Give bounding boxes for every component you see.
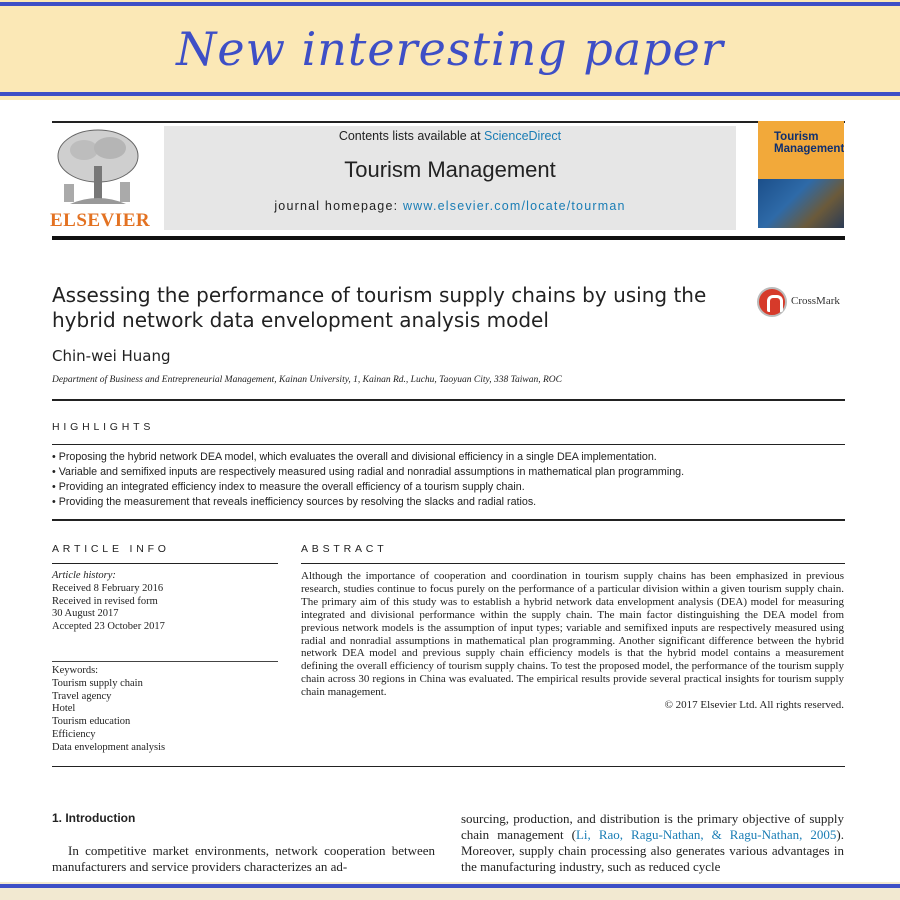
intro-left-text: In competitive market environments, network cooperation between manufacturers and service providers characterizes an ad- xyxy=(52,843,435,874)
author-affiliation: Department of Business and Entrepreneurial Management, Kainan University, 1, Kainan Rd., Luchu, Taoyuan City, 338 Taiwan, ROC xyxy=(52,375,562,385)
highlights-list xyxy=(52,450,845,510)
history-label: Article history: xyxy=(52,570,116,581)
banner-bottom-line xyxy=(0,92,900,96)
keyword-item: Hotel xyxy=(52,703,76,715)
history-item: Received 8 February 2016 xyxy=(52,582,164,594)
keywords-label: Keywords: xyxy=(52,665,99,676)
abstract-text: Although the importance of cooperation and coordination in tourism supply chains has been emphasized in previous research, studies continue to focus purely on the performance of a particular division within a given tourism supply chain. The primary aim of this study was to establish a hybrid network data envelopment analysis (DEA) model for measuring integrated and divisional performance within the supply chain. The main factor distinguishing the DEA model from previous network models is the assumption of input types; variable and semifixed inputs are respectively measured using radial and nonradial assumptions in mathematical plan programming. Another significant difference between the hybrid network DEA model and previous supply chain efficiency models is that the hybrid model contains a measurement defining the overall efficiency of tourism supply chains. To test the proposed model, the performance of the tourism supply chain across 30 regions in China was evaluated. The empirical results provide several practical insights for tourism supply chain management. xyxy=(301,570,844,699)
keywords-divider xyxy=(52,661,278,662)
cover-title-line1: Tourism xyxy=(774,131,819,143)
keyword-item: Tourism education xyxy=(52,716,131,728)
highlight-item: • Providing an integrated efficiency index to measure the overall efficiency of a tourism supply chain. xyxy=(52,481,525,493)
bottom-accent-line xyxy=(0,884,900,888)
keyword-item: Tourism supply chain xyxy=(52,677,143,689)
sciencedirect-link[interactable]: ScienceDirect xyxy=(484,129,562,143)
homepage-line xyxy=(164,199,736,213)
contents-prefix: Contents lists available at xyxy=(338,129,485,143)
abstract-heading: ABSTRACT xyxy=(301,543,388,555)
citation-link[interactable]: Li, Rao, Ragu-Nathan, & Ragu-Nathan, 2005 xyxy=(575,827,837,842)
paper-title: Assessing the performance of tourism supply chains by using the hybrid network data envelopment analysis model xyxy=(52,283,707,332)
history-item: 30 August 2017 xyxy=(52,608,119,620)
elsevier-tree-icon xyxy=(50,126,146,210)
highlights-heading: HIGHLIGHTS xyxy=(52,421,155,433)
cover-photo xyxy=(758,179,844,228)
keyword-item: Data envelopment analysis xyxy=(52,741,166,753)
highlights-divider xyxy=(52,444,845,445)
history-item: Accepted 23 October 2017 xyxy=(52,621,165,633)
article-history xyxy=(52,570,277,634)
journal-name: Tourism Management xyxy=(344,157,556,182)
intro-right-text-2: ). Moreover, supply chain processing also generates various advantages in the manufacturing industry, such as reduced cycle xyxy=(461,827,844,874)
abstract-bottom-rule xyxy=(52,766,845,767)
abstract-body xyxy=(301,570,844,712)
intro-right-column xyxy=(461,811,844,875)
author-name[interactable]: Chin-wei Huang xyxy=(52,347,171,365)
cover-title-line2: Management xyxy=(774,143,844,155)
intro-right-text-1: sourcing, production, and distribution is the primary objective of supply chain management ( xyxy=(461,811,844,842)
banner-title: New interesting paper xyxy=(176,22,724,76)
article-info-rule xyxy=(52,563,278,564)
crossmark-icon xyxy=(757,287,787,317)
highlight-item: • Providing the measurement that reveals inefficiency sources by resolving the slacks and radial ratios. xyxy=(52,496,537,508)
homepage-prefix: journal homepage: xyxy=(274,199,403,213)
elsevier-logo xyxy=(50,126,151,231)
history-item: Received in revised form xyxy=(52,595,158,607)
intro-heading: 1. Introduction xyxy=(52,811,136,825)
highlight-item: • Variable and semifixed inputs are respectively measured using radial and nonradial assumptions in mathematical plan programming. xyxy=(52,466,685,478)
elsevier-wordmark: ELSEVIER xyxy=(50,210,151,231)
copyright-line: © 2017 Elsevier Ltd. All rights reserved. xyxy=(664,699,844,712)
contents-line xyxy=(164,129,736,143)
highlights-top-rule xyxy=(52,399,845,401)
keywords-list xyxy=(52,665,277,755)
crossmark-label: CrossMark xyxy=(791,295,840,307)
header-top-rule xyxy=(52,121,845,123)
crossmark-badge[interactable] xyxy=(757,287,847,317)
keyword-item: Travel agency xyxy=(52,690,112,702)
header-bottom-rule xyxy=(52,236,845,240)
banner-top-line xyxy=(0,2,900,6)
journal-cover xyxy=(758,121,844,228)
homepage-link[interactable]: www.elsevier.com/locate/tourman xyxy=(402,199,626,213)
abstract-rule xyxy=(301,563,845,564)
journal-header-center xyxy=(164,126,736,230)
keyword-item: Efficiency xyxy=(52,728,96,740)
intro-left-column xyxy=(52,843,435,875)
cover-title xyxy=(774,131,844,155)
highlight-item: • Proposing the hybrid network DEA model, which evaluates the overall and divisional efficiency in a single DEA implementation. xyxy=(52,451,657,463)
article-info-heading: ARTICLE INFO xyxy=(52,543,170,555)
highlights-bottom-rule xyxy=(52,519,845,521)
